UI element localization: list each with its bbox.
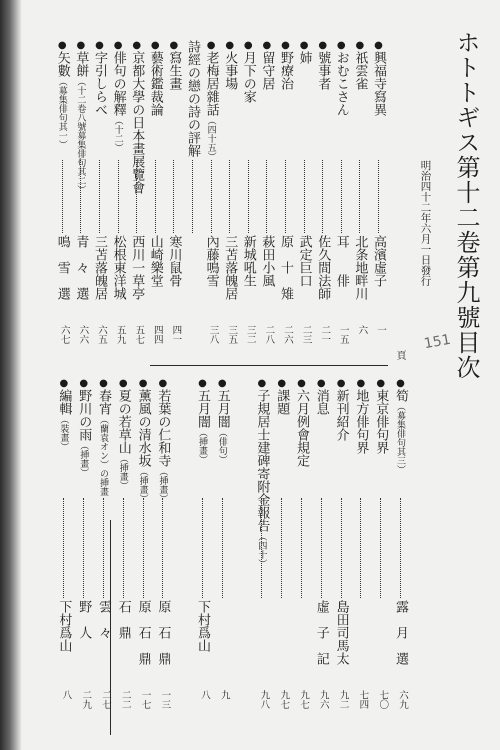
dotted-leader [229, 160, 230, 233]
entry-title: 五月闇 [195, 389, 210, 428]
entry-page-number: 二九 [80, 690, 92, 709]
bullet-mark: ● [131, 40, 143, 51]
bullet-mark: ● [354, 40, 366, 51]
entry-author: 高濱虛子 [371, 235, 386, 287]
entry-title: 薰風の清水坂 [135, 389, 151, 467]
entry-title: 字引しらべ [92, 51, 107, 116]
dotted-leader [341, 498, 342, 598]
entry-author: 石 鼎 [115, 600, 131, 639]
entry-title: 子規居士建碑寄附金報告 [254, 389, 270, 532]
dotted-leader [359, 160, 360, 233]
dotted-leader [261, 498, 262, 598]
bullet-mark: ● [276, 378, 288, 389]
entry-title: 編輯 [56, 389, 72, 415]
entry-author: 山崎樂堂 [147, 235, 163, 287]
dotted-leader [400, 498, 401, 598]
bullet-mark: ● [298, 40, 310, 51]
entry-page-number: 六六 [77, 325, 89, 344]
dotted-leader [63, 498, 64, 598]
dotted-leader [155, 160, 156, 233]
bullet-mark: ● [112, 40, 124, 51]
entry-subtitle: （俳句） [216, 428, 227, 464]
entry-page-number: 七〇 [377, 690, 389, 709]
upper-entry[interactable] [56, 40, 69, 149]
bullet-mark: ● [149, 40, 161, 51]
entry-subtitle: （蘭袁オン）の挿畫 [98, 415, 108, 496]
entry-page-number: 六五 [96, 325, 107, 344]
entry-author: 寒川鼠骨 [166, 235, 182, 287]
bullet-mark: ● [335, 378, 347, 389]
bullet-mark: ● [375, 378, 387, 389]
entry-title: 寫生畫 [166, 51, 182, 90]
entry-title: 火事場 [222, 51, 238, 90]
dotted-leader [62, 160, 63, 233]
entry-author: 虛 子 記 [313, 600, 329, 665]
dotted-leader [281, 498, 282, 598]
entry-page-number: 四一 [170, 325, 182, 344]
dotted-leader [248, 160, 249, 233]
entry-author: 青 々 選 [73, 235, 89, 300]
margin-rule [110, 520, 111, 735]
dotted-leader [80, 160, 81, 233]
lower-entry[interactable] [354, 378, 367, 454]
entry-page-number: 六 [356, 325, 368, 335]
entry-page-number: 二二 [119, 690, 131, 709]
entry-author: 原 石 鼎 [155, 600, 171, 665]
entry-page-number: 六九 [397, 690, 408, 709]
entry-page-number: 二八 [263, 325, 275, 344]
entry-title: 若葉の仁和寺 [155, 389, 171, 467]
entry-subtitle: （挿畫） [117, 454, 128, 490]
entry-page-number: 五七 [133, 325, 145, 344]
entry-author: 下村爲山 [195, 600, 210, 652]
entry-title: 矢數 [54, 51, 70, 77]
entry-page-number: 七四 [357, 690, 369, 709]
bullet-mark: ● [224, 40, 236, 51]
bullet-mark: ● [256, 378, 268, 389]
lower-entry[interactable] [295, 378, 308, 467]
bullet-mark: ● [75, 40, 87, 51]
lower-entry[interactable] [117, 378, 130, 490]
entry-title: 興福寺寫異 [371, 51, 386, 116]
entry-page-number: 五九 [114, 325, 126, 344]
entry-author: 下村爲山 [56, 600, 72, 652]
entry-title: 五月闇 [214, 389, 230, 428]
bullet-mark: ● [315, 378, 327, 389]
entry-title: 月下の家 [240, 51, 256, 103]
upper-entry[interactable] [260, 40, 273, 90]
dotted-leader [118, 160, 119, 233]
bullet-mark: ● [242, 40, 254, 51]
lower-entry[interactable] [374, 378, 387, 454]
entry-page-number: 三八 [207, 325, 219, 344]
entry-author: 露 月 選 [393, 600, 408, 665]
entry-subtitle: （十二卷八號募集俳句其二） [75, 77, 86, 194]
dotted-leader [266, 160, 267, 233]
scan-edge-shadow [0, 0, 22, 750]
upper-entry[interactable] [112, 40, 125, 152]
upper-entry[interactable] [167, 40, 180, 90]
dotted-leader [360, 498, 361, 598]
upper-entry[interactable] [316, 40, 329, 90]
bullet-mark: ● [355, 378, 367, 389]
lower-entry[interactable] [315, 378, 328, 415]
bullet-mark: ● [296, 378, 307, 389]
page-column-label: 頁 [394, 350, 405, 360]
entry-subtitle: （裝畫） [58, 415, 69, 451]
dotted-leader [173, 160, 174, 233]
dotted-leader [99, 160, 100, 233]
lower-entry[interactable] [335, 378, 348, 441]
entry-author: 武定巨口 [296, 235, 312, 287]
upper-entry[interactable] [279, 40, 292, 90]
entry-title: 京都大學の日本畫展覽會 [129, 51, 145, 194]
dotted-leader [380, 498, 381, 598]
bullet-mark: ● [317, 40, 329, 51]
upper-entry[interactable] [149, 40, 162, 116]
issue-date: 明治四十二年六月一日發行 [419, 160, 432, 286]
entry-page-number: 三二 [244, 325, 256, 344]
entry-page-number: 二六 [282, 325, 293, 344]
entry-page-number: 一三 [159, 690, 171, 709]
section-divider [150, 365, 388, 366]
entry-title: 新刊紹介 [333, 389, 349, 441]
bullet-mark: ● [157, 378, 169, 389]
bullet-mark: ● [137, 378, 149, 389]
entry-page-number: 六七 [58, 325, 70, 344]
entry-page-number: 八 [199, 690, 210, 700]
entry-author: 三苫落魄居 [92, 235, 107, 300]
entry-title: 藝術鑑裁論 [147, 51, 163, 116]
entry-title: 夏の若草山 [115, 389, 131, 454]
bullet-mark: ● [335, 40, 347, 51]
entry-title: 地方俳句界 [353, 389, 369, 454]
bullet-mark: ● [78, 378, 90, 389]
entry-page-number: 九八 [258, 690, 270, 709]
entry-subtitle: （挿畫） [78, 441, 89, 477]
upper-entry[interactable] [353, 40, 366, 90]
bullet-mark: ● [395, 378, 406, 389]
bullet-mark: ● [205, 40, 217, 51]
entry-page-number: 四四 [151, 325, 163, 344]
bullet-mark: ● [373, 40, 384, 51]
entry-subtitle: （四十） [256, 532, 267, 568]
upper-entry[interactable] [205, 40, 218, 161]
entry-author: 雲 々 [96, 600, 111, 639]
entry-subtitle: （挿畫） [137, 467, 148, 503]
entry-author: 原 石 鼎 [135, 600, 151, 665]
dotted-leader [304, 160, 305, 233]
lower-entry[interactable] [57, 378, 70, 451]
lower-entry[interactable] [394, 378, 407, 474]
dotted-leader [321, 498, 322, 598]
entry-author: 內藤鳴雪 [203, 235, 219, 287]
upper-entry[interactable] [223, 40, 236, 90]
entry-page-number: 一 [375, 325, 386, 335]
bullet-mark: ● [216, 378, 228, 389]
entry-page-number: 八 [60, 690, 72, 700]
bullet-mark: ● [58, 378, 70, 389]
entry-subtitle: （十二） [112, 116, 123, 152]
upper-entry[interactable] [298, 40, 311, 64]
entry-author: 島田司馬太 [333, 600, 349, 665]
entry-title: 筍 [393, 389, 408, 402]
entry-title: 課題 [274, 389, 290, 415]
entry-page-number: 三五 [226, 325, 238, 344]
dotted-leader [285, 160, 286, 233]
dotted-leader [378, 160, 379, 233]
entry-title: 東京俳句界 [373, 389, 389, 454]
entry-author: 原 十 雉 [278, 235, 293, 300]
entry-subtitle: （四十五） [205, 116, 216, 161]
bullet-mark: ● [98, 378, 109, 389]
lower-entry[interactable] [137, 378, 150, 503]
entry-author: 新城吼生 [240, 235, 256, 287]
lower-entry[interactable] [77, 378, 90, 477]
lower-entry[interactable] [216, 378, 229, 464]
entry-title: 留守居 [259, 51, 275, 90]
entry-author: 西川一草亭 [129, 235, 145, 300]
bullet-mark: ● [280, 40, 291, 51]
bullet-mark: ● [94, 40, 105, 51]
entry-title: 消息 [313, 389, 329, 415]
entry-subtitle: （挿畫） [157, 467, 168, 503]
dotted-leader [192, 160, 193, 233]
entry-title: 六月例會規定 [294, 389, 309, 467]
entry-author: 鳴 雪 選 [54, 235, 70, 300]
entry-title: 野川の雨 [76, 389, 92, 441]
entry-title: 春宵 [96, 389, 111, 415]
lower-entry[interactable] [97, 378, 110, 496]
entry-page-number: 二七 [100, 690, 111, 709]
bullet-mark: ● [168, 40, 180, 51]
dotted-leader [143, 498, 144, 598]
dotted-leader [211, 160, 212, 233]
entry-author: 北条地畔川 [352, 235, 368, 300]
dotted-leader [222, 498, 223, 598]
entry-title: 詩經の戀の詩の評解 [185, 40, 200, 157]
entry-title: 草餅 [73, 51, 89, 77]
entry-author: 佐久間法師 [315, 235, 331, 300]
entry-page-number: 九六 [317, 690, 329, 709]
entry-page-number: 九七 [298, 690, 309, 709]
dotted-leader [202, 498, 203, 598]
entry-author: 三苫落魄居 [222, 235, 238, 300]
dotted-leader [83, 498, 84, 598]
entry-title: おむこさん [333, 51, 349, 116]
entry-page-number: 九 [218, 690, 230, 700]
entry-page-number: 二一 [319, 325, 331, 344]
entry-subtitle: （挿畫） [197, 428, 207, 464]
pencil-mark: 151 [422, 331, 452, 353]
entry-page-number: 二三 [300, 325, 312, 344]
entry-title: 野療治 [278, 51, 293, 90]
upper-entry[interactable] [335, 40, 348, 116]
entry-page-number: 九二 [337, 690, 349, 709]
dotted-leader [162, 498, 163, 598]
dotted-leader [322, 160, 323, 233]
bullet-mark: ● [117, 378, 129, 389]
bullet-mark: ● [197, 378, 208, 389]
entry-title: 祇雲雀 [352, 51, 368, 90]
entry-title: 俳句の解釋 [110, 51, 126, 116]
bullet-mark: ● [56, 40, 68, 51]
page-title: ホトトギス第十二卷第九號目次 [452, 30, 480, 380]
upper-entry[interactable] [242, 40, 255, 103]
entry-author: 松根東洋城 [110, 235, 126, 300]
upper-entry[interactable] [186, 40, 199, 157]
lower-entry[interactable] [275, 378, 288, 415]
dotted-leader [341, 160, 342, 233]
upper-entry[interactable] [372, 40, 385, 116]
upper-entry[interactable] [93, 40, 106, 116]
entry-author: 耳 俳 [333, 235, 349, 287]
bullet-mark: ● [261, 40, 273, 51]
lower-entry[interactable] [196, 378, 209, 464]
dotted-leader [103, 498, 104, 598]
entry-page-number: 九七 [278, 690, 290, 709]
dotted-leader [136, 160, 137, 233]
entry-author: 萩田小風 [259, 235, 275, 287]
entry-subtitle: （募集俳句其一） [56, 77, 67, 149]
entry-page-number: 一七 [139, 690, 151, 709]
entry-title: 老梅居雜話 [203, 51, 219, 116]
entry-page-number: 一五 [337, 325, 349, 344]
entry-subtitle: （募集俳句其三） [395, 402, 405, 474]
dotted-leader [123, 498, 124, 598]
dotted-leader [301, 498, 302, 598]
lower-entry[interactable] [156, 378, 169, 503]
entry-title: 號事者 [315, 51, 331, 90]
entry-author: 野 人 [76, 600, 92, 639]
entry-title: 姉 [296, 51, 312, 64]
